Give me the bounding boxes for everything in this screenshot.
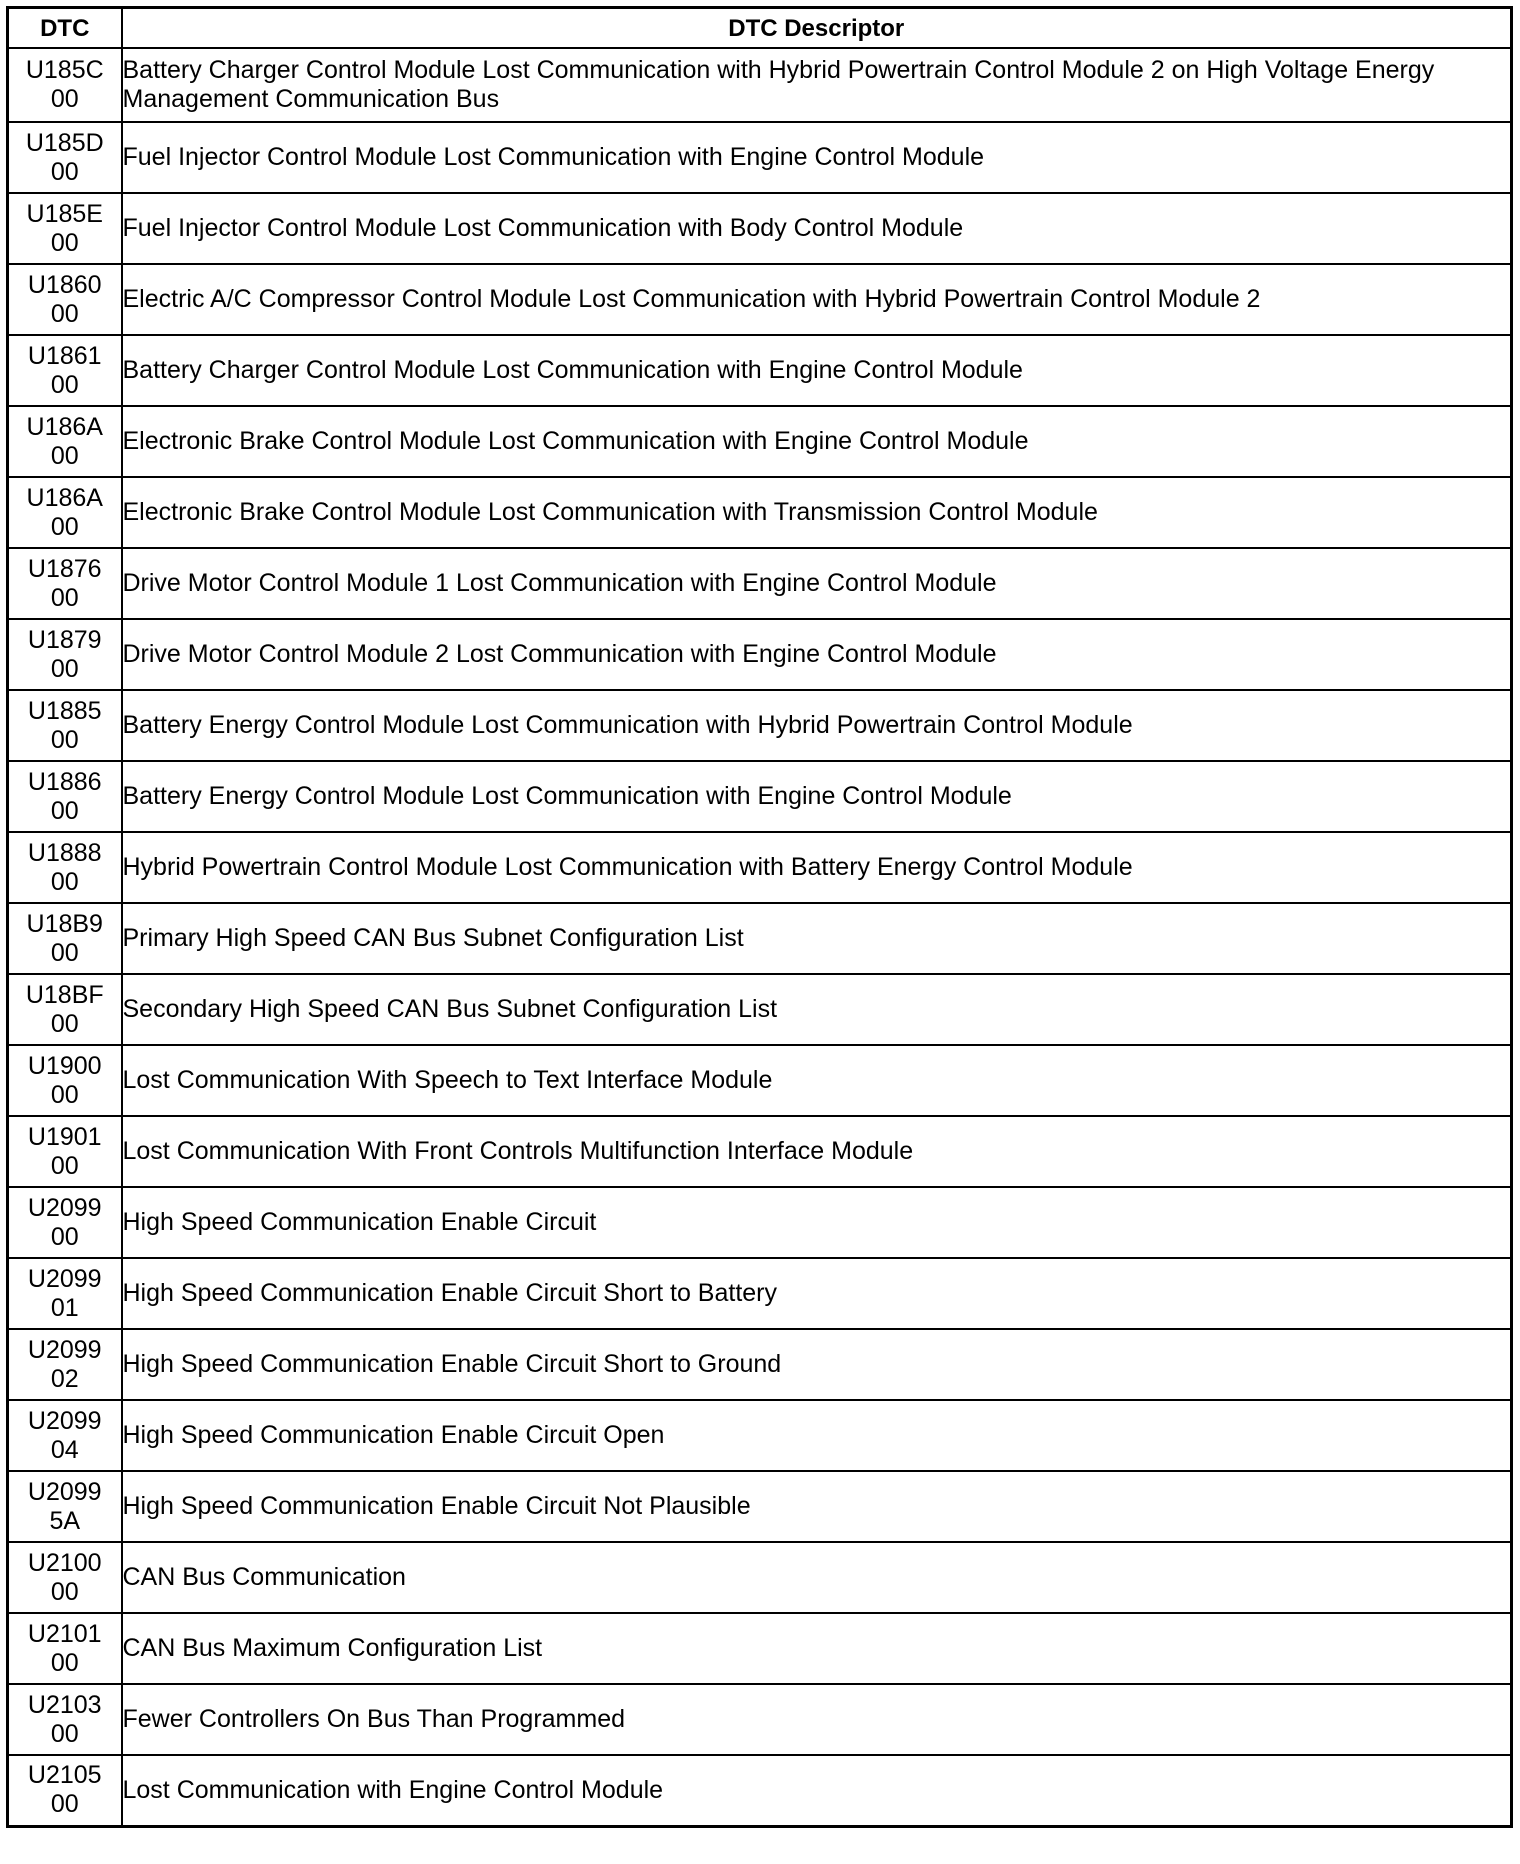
dtc-code: U1901 [27,1122,102,1151]
dtc-code: U186A [26,412,103,441]
dtc-column-header: DTC [8,8,122,49]
dtc-code: U185E [26,199,103,228]
dtc-code-cell [8,48,122,122]
table-row [8,122,1512,193]
dtc-code: U18B9 [26,909,103,938]
dtc-code-cell [8,1187,122,1258]
dtc-code-cell [8,974,122,1045]
table-row [8,619,1512,690]
dtc-subcode: 02 [50,1364,79,1393]
dtc-subcode: 00 [50,441,79,470]
dtc-code-cell [8,193,122,264]
dtc-descriptor: Electronic Brake Control Module Lost Communication with Transmission Control Module [122,477,1512,548]
dtc-code: U2099 [27,1335,102,1364]
table-row [8,761,1512,832]
dtc-subcode: 00 [50,867,79,896]
dtc-code: U185D [25,128,104,157]
dtc-descriptor: Battery Charger Control Module Lost Communication with Hybrid Powertrain Control Module 2 on High Voltage Energy Management Communication Bus [122,48,1512,122]
dtc-subcode: 00 [50,228,79,257]
dtc-descriptor: Battery Energy Control Module Lost Communication with Engine Control Module [122,761,1512,832]
table-row [8,193,1512,264]
dtc-descriptor: High Speed Communication Enable Circuit Short to Battery [122,1258,1512,1329]
descriptor-column-header: DTC Descriptor [122,8,1512,49]
dtc-code: U1879 [27,625,102,654]
dtc-subcode: 00 [50,1577,79,1606]
dtc-subcode: 00 [50,299,79,328]
dtc-subcode: 00 [50,1719,79,1748]
table-row [8,48,1512,122]
dtc-code-cell [8,477,122,548]
dtc-subcode: 00 [50,654,79,683]
table-row [8,1116,1512,1187]
table-row [8,690,1512,761]
dtc-code-cell [8,406,122,477]
dtc-subcode: 00 [50,1790,79,1819]
table-row [8,832,1512,903]
table-row [8,406,1512,477]
dtc-descriptor: High Speed Communication Enable Circuit Short to Ground [122,1329,1512,1400]
dtc-code-cell [8,1258,122,1329]
dtc-descriptor: Drive Motor Control Module 1 Lost Communication with Engine Control Module [122,548,1512,619]
table-row [8,1045,1512,1116]
dtc-subcode: 00 [50,370,79,399]
dtc-descriptor: Lost Communication With Front Controls Multifunction Interface Module [122,1116,1512,1187]
dtc-code: U1860 [27,270,102,299]
table-row [8,335,1512,406]
dtc-subcode: 00 [50,1009,79,1038]
table-row [8,1258,1512,1329]
dtc-subcode: 00 [50,725,79,754]
dtc-code: U1876 [27,554,102,583]
dtc-code-cell [8,1755,122,1826]
dtc-subcode: 00 [50,938,79,967]
dtc-code: U2101 [27,1619,102,1648]
dtc-descriptor: Primary High Speed CAN Bus Subnet Configuration List [122,903,1512,974]
dtc-descriptor: Hybrid Powertrain Control Module Lost Communication with Battery Energy Control Module [122,832,1512,903]
dtc-code-cell [8,619,122,690]
dtc-code-cell [8,1400,122,1471]
dtc-subcode: 00 [50,1222,79,1251]
dtc-code: U1861 [27,341,102,370]
table-header-row [8,8,1512,49]
dtc-table [6,6,1513,1828]
dtc-code-cell [8,1329,122,1400]
dtc-descriptor: Drive Motor Control Module 2 Lost Communication with Engine Control Module [122,619,1512,690]
dtc-descriptor: Electronic Brake Control Module Lost Communication with Engine Control Module [122,406,1512,477]
dtc-descriptor: CAN Bus Maximum Configuration List [122,1613,1512,1684]
dtc-subcode: 00 [50,796,79,825]
dtc-descriptor: High Speed Communication Enable Circuit Not Plausible [122,1471,1512,1542]
dtc-descriptor: High Speed Communication Enable Circuit Open [122,1400,1512,1471]
dtc-code: U2099 [27,1264,102,1293]
dtc-subcode: 00 [50,157,79,186]
dtc-code: U1886 [27,767,102,796]
dtc-code: U2099 [27,1406,102,1435]
dtc-code: U2100 [27,1548,102,1577]
dtc-code: U186A [26,483,103,512]
dtc-code-cell [8,122,122,193]
dtc-code-cell [8,264,122,335]
dtc-subcode: 00 [50,1151,79,1180]
dtc-code: U2103 [27,1690,102,1719]
table-row [8,1471,1512,1542]
table-row [8,903,1512,974]
dtc-code-cell [8,1613,122,1684]
dtc-subcode: 01 [50,1293,79,1322]
table-row [8,1613,1512,1684]
dtc-code: U2105 [27,1761,102,1790]
dtc-descriptor: Lost Communication With Speech to Text Interface Module [122,1045,1512,1116]
dtc-code-cell [8,1045,122,1116]
table-row [8,1400,1512,1471]
table-row [8,1187,1512,1258]
dtc-code-cell [8,1471,122,1542]
dtc-code-cell [8,832,122,903]
dtc-code-cell [8,1542,122,1613]
dtc-code-cell [8,335,122,406]
dtc-subcode: 00 [50,1648,79,1677]
dtc-descriptor: Fewer Controllers On Bus Than Programmed [122,1684,1512,1755]
dtc-descriptor: Fuel Injector Control Module Lost Communication with Engine Control Module [122,122,1512,193]
dtc-code-cell [8,548,122,619]
dtc-code: U185C [25,56,104,84]
dtc-code: U1900 [27,1051,102,1080]
dtc-subcode: 00 [50,85,79,113]
table-row [8,1755,1512,1826]
table-row [8,1329,1512,1400]
dtc-descriptor: Battery Charger Control Module Lost Communication with Engine Control Module [122,335,1512,406]
dtc-descriptor: CAN Bus Communication [122,1542,1512,1613]
dtc-subcode: 04 [50,1435,79,1464]
table-row [8,974,1512,1045]
table-body [8,48,1512,1826]
dtc-code: U2099 [27,1477,102,1506]
dtc-descriptor: High Speed Communication Enable Circuit [122,1187,1512,1258]
dtc-code-cell [8,690,122,761]
dtc-code-cell [8,761,122,832]
dtc-descriptor: Battery Energy Control Module Lost Communication with Hybrid Powertrain Control Module [122,690,1512,761]
table-row [8,548,1512,619]
dtc-code-cell [8,903,122,974]
dtc-code: U2099 [27,1193,102,1222]
dtc-descriptor: Lost Communication with Engine Control Module [122,1755,1512,1826]
dtc-code: U1888 [27,838,102,867]
dtc-subcode: 00 [50,512,79,541]
dtc-code-cell [8,1116,122,1187]
table-row [8,477,1512,548]
table-row [8,1684,1512,1755]
dtc-subcode: 00 [50,583,79,612]
table-row [8,264,1512,335]
dtc-code-cell [8,1684,122,1755]
dtc-code: U1885 [27,696,102,725]
dtc-subcode: 5A [49,1506,81,1535]
dtc-descriptor: Secondary High Speed CAN Bus Subnet Configuration List [122,974,1512,1045]
dtc-code: U18BF [25,980,104,1009]
dtc-descriptor: Fuel Injector Control Module Lost Communication with Body Control Module [122,193,1512,264]
dtc-descriptor: Electric A/C Compressor Control Module Lost Communication with Hybrid Powertrain Control Module 2 [122,264,1512,335]
dtc-subcode: 00 [50,1080,79,1109]
table-row [8,1542,1512,1613]
